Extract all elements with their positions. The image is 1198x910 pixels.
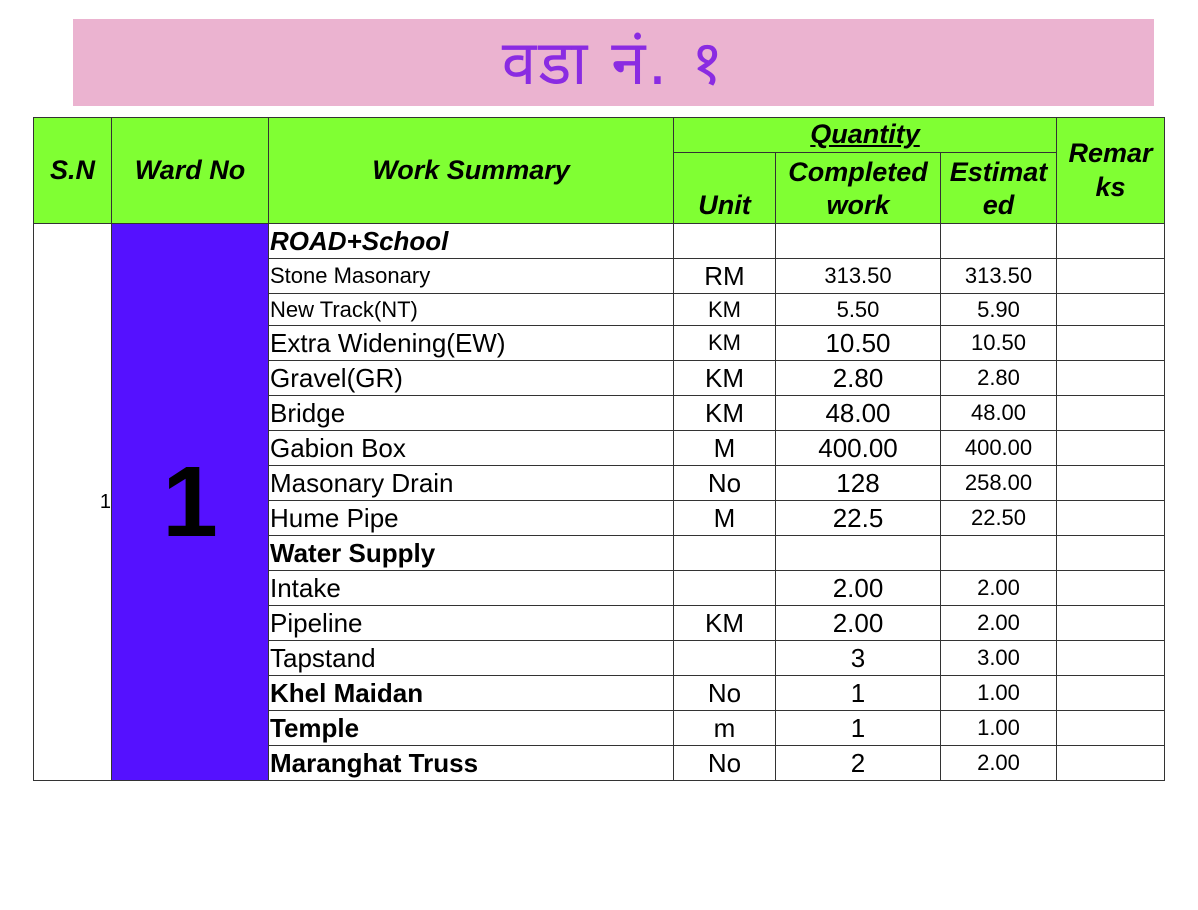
unit-cell: KM (674, 396, 776, 431)
header-ward-no: Ward No (112, 118, 269, 224)
completed-cell: 22.5 (776, 501, 941, 536)
completed-cell: 3 (776, 641, 941, 676)
unit-cell (674, 224, 776, 259)
header-remarks-line2: ks (1095, 171, 1126, 202)
remarks-cell (1057, 224, 1165, 259)
completed-cell: 128 (776, 466, 941, 501)
completed-cell (776, 536, 941, 571)
work-cell: Bridge (269, 396, 674, 431)
unit-cell: KM (674, 606, 776, 641)
estimated-cell: 2.00 (941, 746, 1057, 781)
estimated-cell (941, 224, 1057, 259)
remarks-cell (1057, 571, 1165, 606)
work-cell: Tapstand (269, 641, 674, 676)
estimated-cell: 2.00 (941, 606, 1057, 641)
sn-cell: 1 (34, 224, 112, 781)
remarks-cell (1057, 431, 1165, 466)
unit-cell (674, 571, 776, 606)
estimated-cell: 258.00 (941, 466, 1057, 501)
completed-cell (776, 224, 941, 259)
completed-cell: 2 (776, 746, 941, 781)
work-cell: Maranghat Truss (269, 746, 674, 781)
header-quantity (674, 118, 1057, 153)
estimated-cell: 3.00 (941, 641, 1057, 676)
work-cell: Extra Widening(EW) (269, 326, 674, 361)
header-unit: Unit (674, 153, 776, 224)
estimated-cell: 313.50 (941, 259, 1057, 294)
unit-cell: KM (674, 294, 776, 326)
page-title: वडा नं. १ (501, 25, 726, 99)
unit-cell: M (674, 431, 776, 466)
estimated-cell: 48.00 (941, 396, 1057, 431)
header-sn: S.N (34, 118, 112, 224)
work-cell: Hume Pipe (269, 501, 674, 536)
work-cell: Temple (269, 711, 674, 746)
completed-cell: 1 (776, 711, 941, 746)
completed-cell: 5.50 (776, 294, 941, 326)
estimated-cell: 5.90 (941, 294, 1057, 326)
remarks-cell (1057, 746, 1165, 781)
header-estimated-line2: ed (982, 190, 1015, 221)
remarks-cell (1057, 361, 1165, 396)
unit-cell: No (674, 676, 776, 711)
unit-cell (674, 536, 776, 571)
estimated-cell: 2.80 (941, 361, 1057, 396)
remarks-cell (1057, 259, 1165, 294)
remarks-cell (1057, 326, 1165, 361)
work-cell: ROAD+School (269, 224, 674, 259)
work-summary-table (33, 117, 1165, 781)
completed-cell: 2.00 (776, 571, 941, 606)
remarks-cell (1057, 676, 1165, 711)
header-remarks-line1: Remar (1068, 137, 1153, 168)
unit-cell: No (674, 746, 776, 781)
work-cell: Gabion Box (269, 431, 674, 466)
remarks-cell (1057, 711, 1165, 746)
unit-cell: m (674, 711, 776, 746)
remarks-cell (1057, 396, 1165, 431)
estimated-cell: 1.00 (941, 711, 1057, 746)
unit-cell: M (674, 501, 776, 536)
completed-cell: 400.00 (776, 431, 941, 466)
estimated-cell: 2.00 (941, 571, 1057, 606)
header-completed-line2: work (826, 190, 890, 221)
completed-cell: 48.00 (776, 396, 941, 431)
unit-cell: RM (674, 259, 776, 294)
ward-number-cell: 1 (112, 224, 269, 781)
work-cell: Gravel(GR) (269, 361, 674, 396)
work-cell: Intake (269, 571, 674, 606)
remarks-cell (1057, 641, 1165, 676)
table-row (34, 224, 1165, 259)
header-estimated-line1: Estimat (949, 156, 1048, 187)
completed-cell: 313.50 (776, 259, 941, 294)
header-quantity-label: Quantity (810, 119, 920, 150)
remarks-cell (1057, 466, 1165, 501)
remarks-cell (1057, 501, 1165, 536)
work-cell: New Track(NT) (269, 294, 674, 326)
header-completed-line1: Completed (788, 156, 928, 187)
header-completed-work (776, 153, 941, 224)
completed-cell: 10.50 (776, 326, 941, 361)
completed-cell: 2.00 (776, 606, 941, 641)
work-cell: Masonary Drain (269, 466, 674, 501)
unit-cell: KM (674, 361, 776, 396)
completed-cell: 1 (776, 676, 941, 711)
title-banner (73, 19, 1154, 106)
estimated-cell (941, 536, 1057, 571)
unit-cell: KM (674, 326, 776, 361)
unit-cell: No (674, 466, 776, 501)
estimated-cell: 1.00 (941, 676, 1057, 711)
work-cell: Pipeline (269, 606, 674, 641)
estimated-cell: 400.00 (941, 431, 1057, 466)
remarks-cell (1057, 606, 1165, 641)
estimated-cell: 10.50 (941, 326, 1057, 361)
unit-cell (674, 641, 776, 676)
work-cell: Stone Masonary (269, 259, 674, 294)
work-cell: Water Supply (269, 536, 674, 571)
remarks-cell (1057, 536, 1165, 571)
header-remarks (1057, 118, 1165, 224)
completed-cell: 2.80 (776, 361, 941, 396)
header-work-summary: Work Summary (269, 118, 674, 224)
work-cell: Khel Maidan (269, 676, 674, 711)
estimated-cell: 22.50 (941, 501, 1057, 536)
header-estimated (941, 153, 1057, 224)
remarks-cell (1057, 294, 1165, 326)
